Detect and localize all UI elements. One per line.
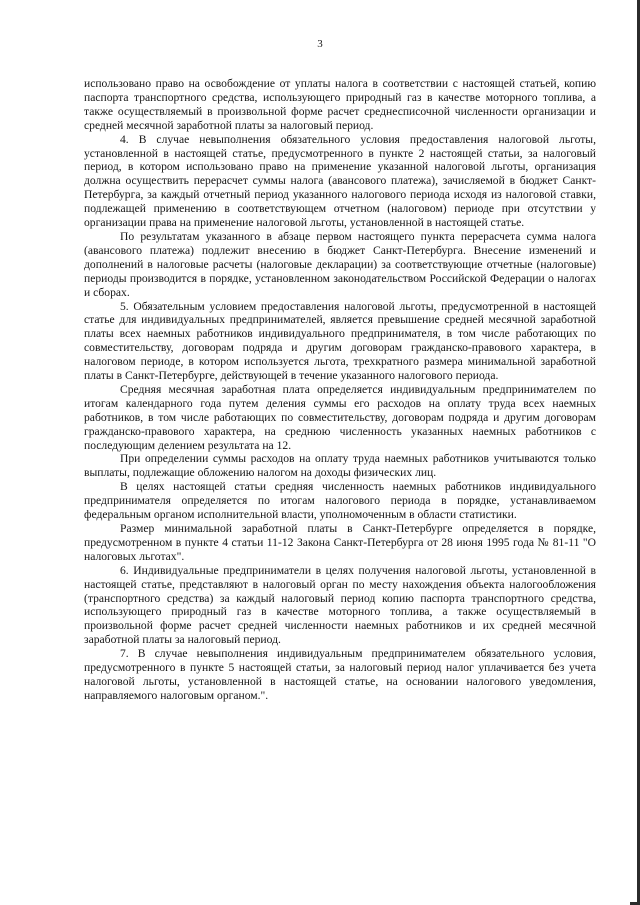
paragraph-recalculation: По результатам указанного в абзаце первом настоящего пункта перерасчета сумма налога (авансового платежа) подлежит внесению в бюджет Санкт-Петербурга. Внесение изменений и дополнений в налоговые расчеты (налоговые декларации) за соответствующие отчетные (налоговые) периоды производится в порядке, установленном законодательством Российской Федерации о налогах и сборах. [84,229,596,299]
paragraph-item-7: 7. В случае невыполнения индивидуальным предпринимателем обязательного условия, предусмотренного в пункте 5 настоящей статьи, за налоговый период налог уплачивается без учета налоговой льготы, установленной в настоящей статье, на основании налогового уведомления, направляемого налоговым органом.". [84,647,596,702]
paragraph-average-salary: Средняя месячная заработная плата определяется индивидуальным предпринимателем по итогам календарного года путем деления суммы его расходов на оплату труда всех наемных работников, в том числе работающих по совместительству, договорам подряда и другим договорам гражданско-правового характера, на среднюю численность указанных наемных работников с последующим делением результата на 12. [84,382,596,452]
paragraph-item-5: 5. Обязательным условием предоставления налоговой льготы, предусмотренной в настоящей статье для индивидуальных предпринимателей, является превышение средней месячной заработной платы всех наемных работников индивидуального предпринимателя, в том числе работающих по совместительству, договорам подряда и другим договорам гражданско-правового характера, в налоговом периоде, в котором используется льгота, трехкратного размера минимальной заработной платы в Санкт-Петербурге, действующей в течение указанного налогового периода. [84,299,596,383]
paragraph-expenses: При определении суммы расходов на оплату труда наемных работников учитываются только выплаты, подлежащие обложению налогом на доходы физических лиц. [84,452,596,480]
page-number: 3 [317,38,323,50]
paragraph-item-6: 6. Индивидуальные предприниматели в целях получения налоговой льготы, установленной в настоящей статье, представляют в налоговый орган по месту нахождения объекта налогообложения (транспортного средства) за каждый налоговый период копию паспорта транспортного средства, использующего природный газ в качестве моторного топлива, а также осуществляемый в произвольной форме расчет средней численности наемных работников и их средней месячной заработной платы за налоговый период. [84,563,596,647]
paragraph-minimum-wage: Размер минимальной заработной платы в Санкт-Петербурге определяется в порядке, предусмотренном в пункте 4 статьи 11-12 Закона Санкт-Петербурга от 28 июня 1995 года № 81-11 "О налоговых льготах". [84,522,596,563]
paragraph-item-4: 4. В случае невыполнения обязательного условия предоставления налоговой льготы, установленной в настоящей статье, предусмотренного в пункте 2 настоящей статьи, за налоговый период, в котором использовано право на применение указанной налоговой льготы, организация должна осуществить перерасчет суммы налога (авансового платежа), зачисляемой в бюджет Санкт-Петербурга, за каждый отчетный период указанного налогового периода исходя из налоговой ставки, подлежащей применению в соответствующем отчетном (налоговом) периоде при отсутствии у организации права на применение налоговой льготы, установленной в настоящей статье. [84,132,596,230]
document-body [84,77,596,703]
paragraph-average-headcount: В целях настоящей статьи средняя численность наемных работников индивидуального предпринимателя определяется по итогам налогового периода в порядке, устанавливаемом федеральным органом исполнительной власти, уполномоченным в области статистики. [84,480,596,522]
paragraph-continuation: использовано право на освобождение от уплаты налога в соответствии с настоящей статьей, копию паспорта транспортного средства, использующего природный газ в качестве моторного топлива, а также осуществляемый в произвольной форме расчет среднесписочной численности организации и средней месячной заработной платы за налоговый период. [84,77,596,132]
